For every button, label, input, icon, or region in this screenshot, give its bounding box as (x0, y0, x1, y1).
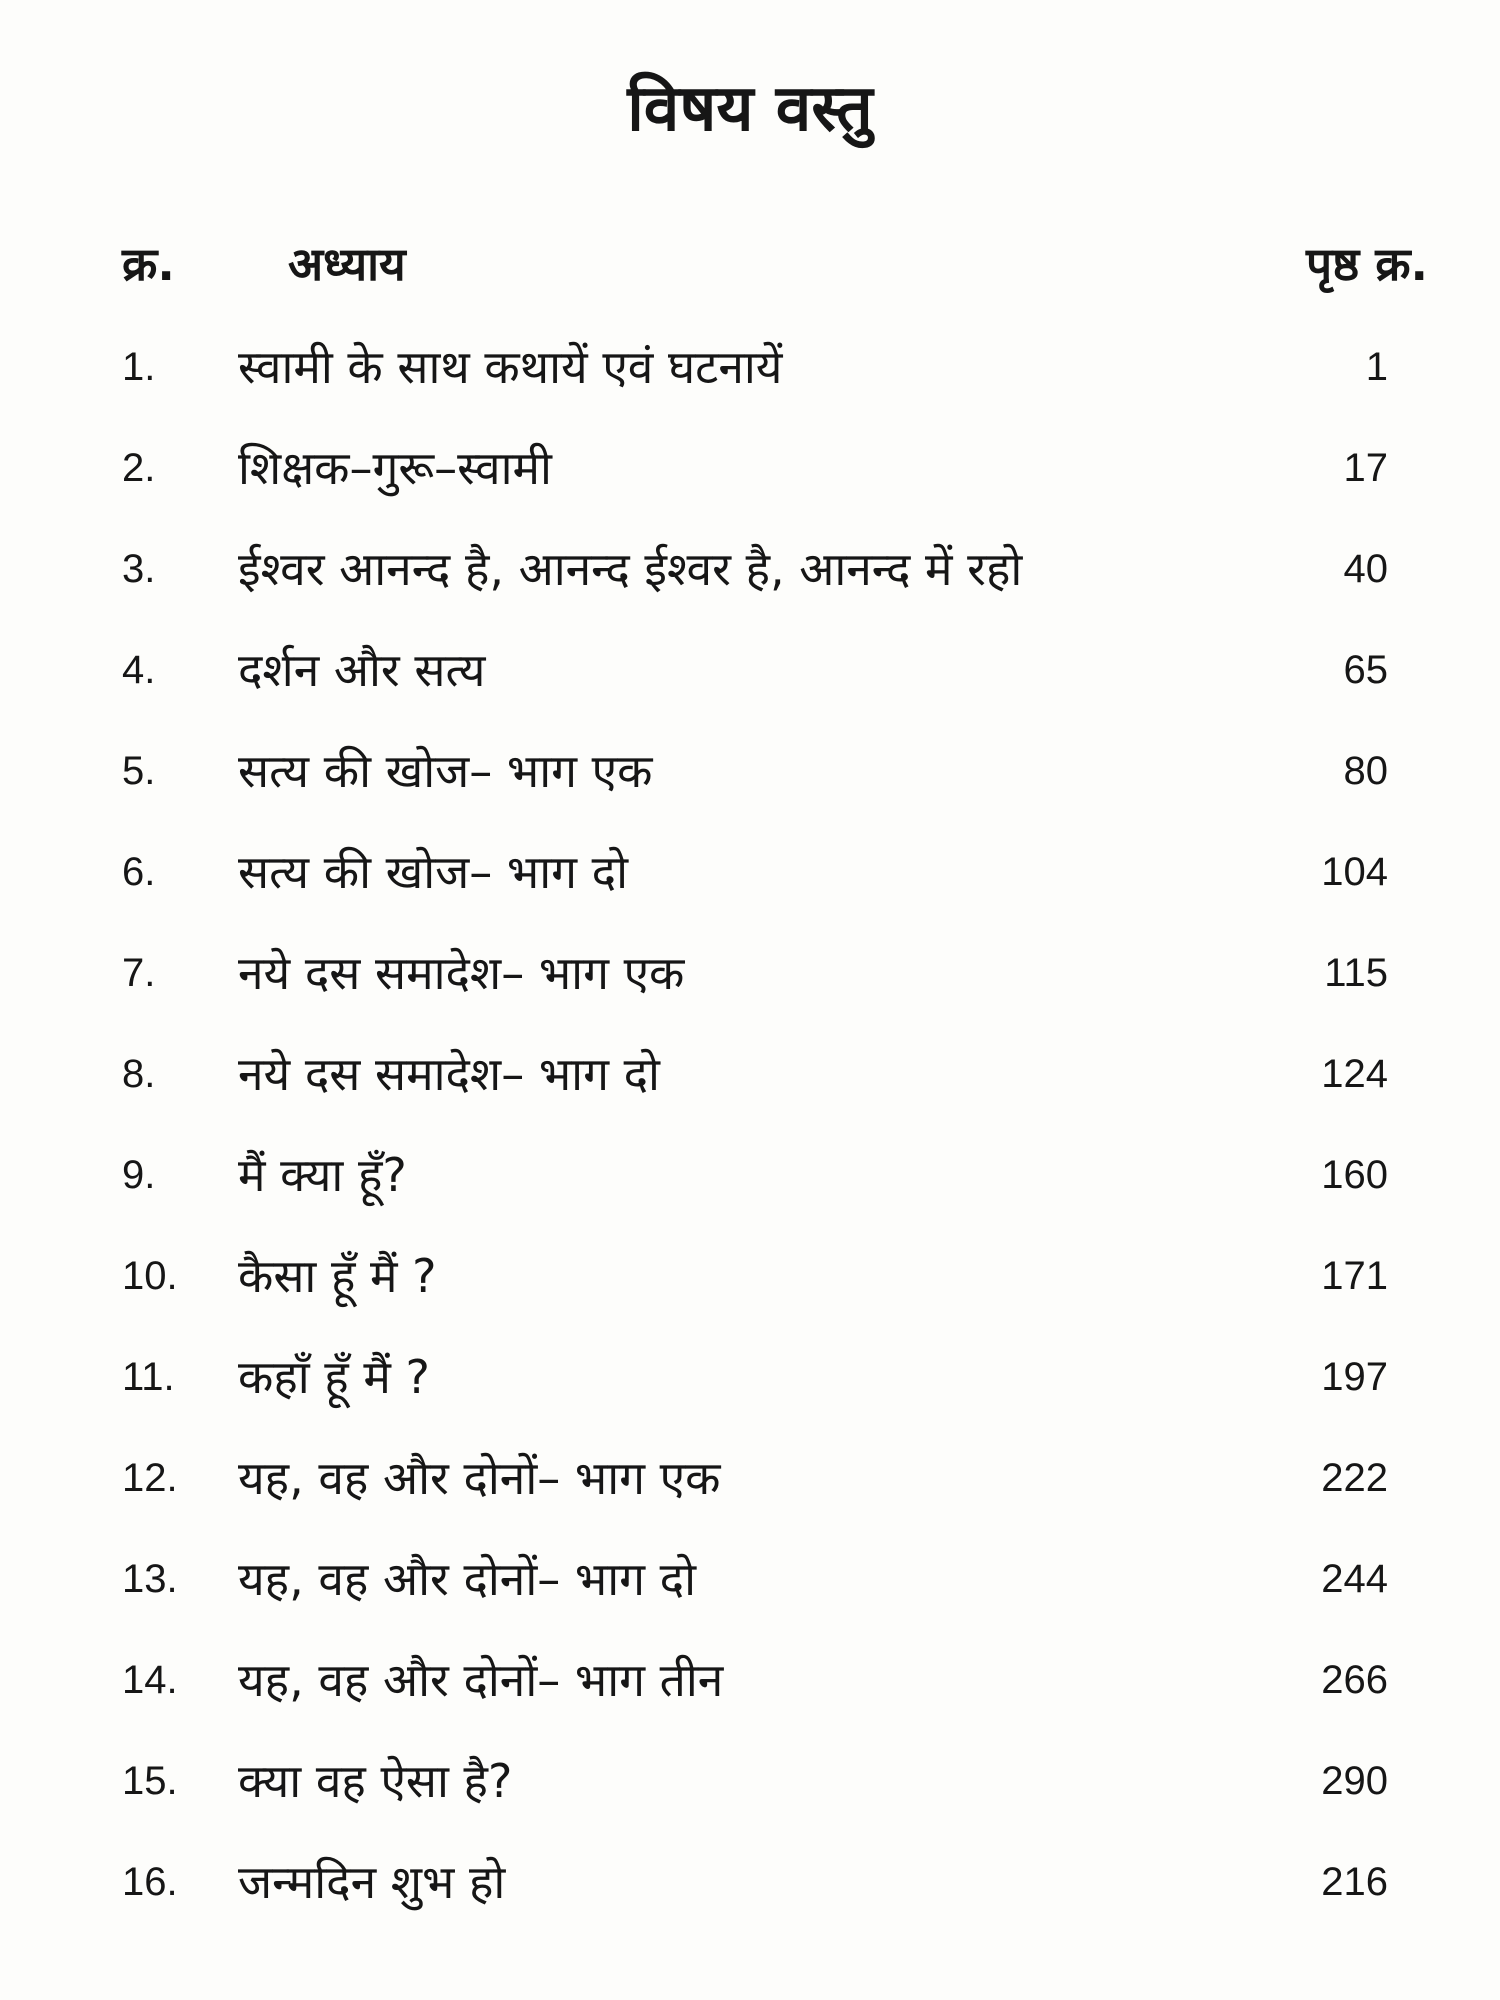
entry-title: जन्मदिन शुभ हो (238, 1855, 506, 1909)
entry-page: 216 (1321, 1860, 1388, 1904)
toc-entry (0, 1855, 1500, 1940)
entry-page: 197 (1321, 1355, 1388, 1399)
entry-title: दर्शन और सत्य (238, 643, 486, 697)
entry-number: 12. (122, 1456, 178, 1500)
toc-entry (0, 1350, 1500, 1435)
toc-entry (0, 1148, 1500, 1233)
entry-title: यह, वह और दोनों– भाग दो (238, 1552, 696, 1606)
toc-entry (0, 1249, 1500, 1334)
entry-number: 8. (122, 1052, 156, 1096)
entry-page: 290 (1321, 1759, 1388, 1803)
entry-title: नये दस समादेश– भाग दो (238, 1047, 660, 1101)
header-page: पृष्ठ क्र. (1305, 237, 1428, 291)
entry-page: 40 (1343, 547, 1388, 591)
entry-page: 124 (1321, 1052, 1388, 1096)
entry-page: 104 (1321, 850, 1388, 894)
entry-title: कहाँ हूँ मैं ? (238, 1350, 430, 1404)
entry-number: 15. (122, 1759, 178, 1803)
entry-title: सत्य की खोज– भाग एक (238, 744, 653, 798)
entry-title: यह, वह और दोनों– भाग तीन (238, 1653, 724, 1707)
entry-title: क्या वह ऐसा है? (238, 1754, 513, 1808)
entry-number: 9. (122, 1153, 156, 1197)
entry-number: 1. (122, 345, 156, 389)
toc-entry (0, 1047, 1500, 1132)
entry-number: 14. (122, 1658, 178, 1702)
entry-page: 222 (1321, 1456, 1388, 1500)
toc-entry (0, 542, 1500, 627)
entry-number: 16. (122, 1860, 178, 1904)
entry-page: 160 (1321, 1153, 1388, 1197)
entry-title: सत्य की खोज– भाग दो (238, 845, 629, 899)
header-chapter: अध्याय (288, 237, 406, 291)
entry-number: 5. (122, 749, 156, 793)
entry-page: 171 (1321, 1254, 1388, 1298)
entry-number: 6. (122, 850, 156, 894)
toc-entry (0, 845, 1500, 930)
entry-title: ईश्वर आनन्द है, आनन्द ईश्वर है, आनन्द में रहो (238, 542, 1023, 596)
entry-page: 244 (1321, 1557, 1388, 1601)
header-serial: क्र. (122, 237, 175, 291)
toc-entry (0, 1653, 1500, 1738)
entry-number: 11. (122, 1355, 175, 1399)
entry-page: 1 (1365, 345, 1388, 389)
entry-title: यह, वह और दोनों– भाग एक (238, 1451, 721, 1505)
entry-title: मैं क्या हूँ? (238, 1148, 407, 1202)
toc-entry (0, 946, 1500, 1031)
toc-entry (0, 1754, 1500, 1839)
entry-number: 2. (122, 446, 156, 490)
toc-entry (0, 1552, 1500, 1637)
entry-page: 17 (1343, 446, 1388, 490)
page-title: विषय वस्तु (627, 72, 873, 146)
entry-number: 13. (122, 1557, 178, 1601)
entry-title: कैसा हूँ मैं ? (238, 1249, 437, 1303)
entry-title: शिक्षक–गुरू–स्वामी (238, 441, 552, 495)
entry-number: 4. (122, 648, 156, 692)
toc-entry (0, 744, 1500, 829)
entry-page: 115 (1324, 951, 1388, 995)
entry-title: स्वामी के साथ कथायें एवं घटनायें (238, 340, 783, 394)
toc-entry (0, 340, 1500, 425)
entry-number: 7. (122, 951, 156, 995)
toc-entry (0, 441, 1500, 526)
entry-page: 266 (1321, 1658, 1388, 1702)
entry-title: नये दस समादेश– भाग एक (238, 946, 685, 1000)
entry-number: 10. (122, 1254, 178, 1298)
entry-page: 80 (1343, 749, 1388, 793)
toc-entry (0, 1451, 1500, 1536)
toc-entry (0, 643, 1500, 728)
entry-number: 3. (122, 547, 156, 591)
entry-page: 65 (1343, 648, 1388, 692)
